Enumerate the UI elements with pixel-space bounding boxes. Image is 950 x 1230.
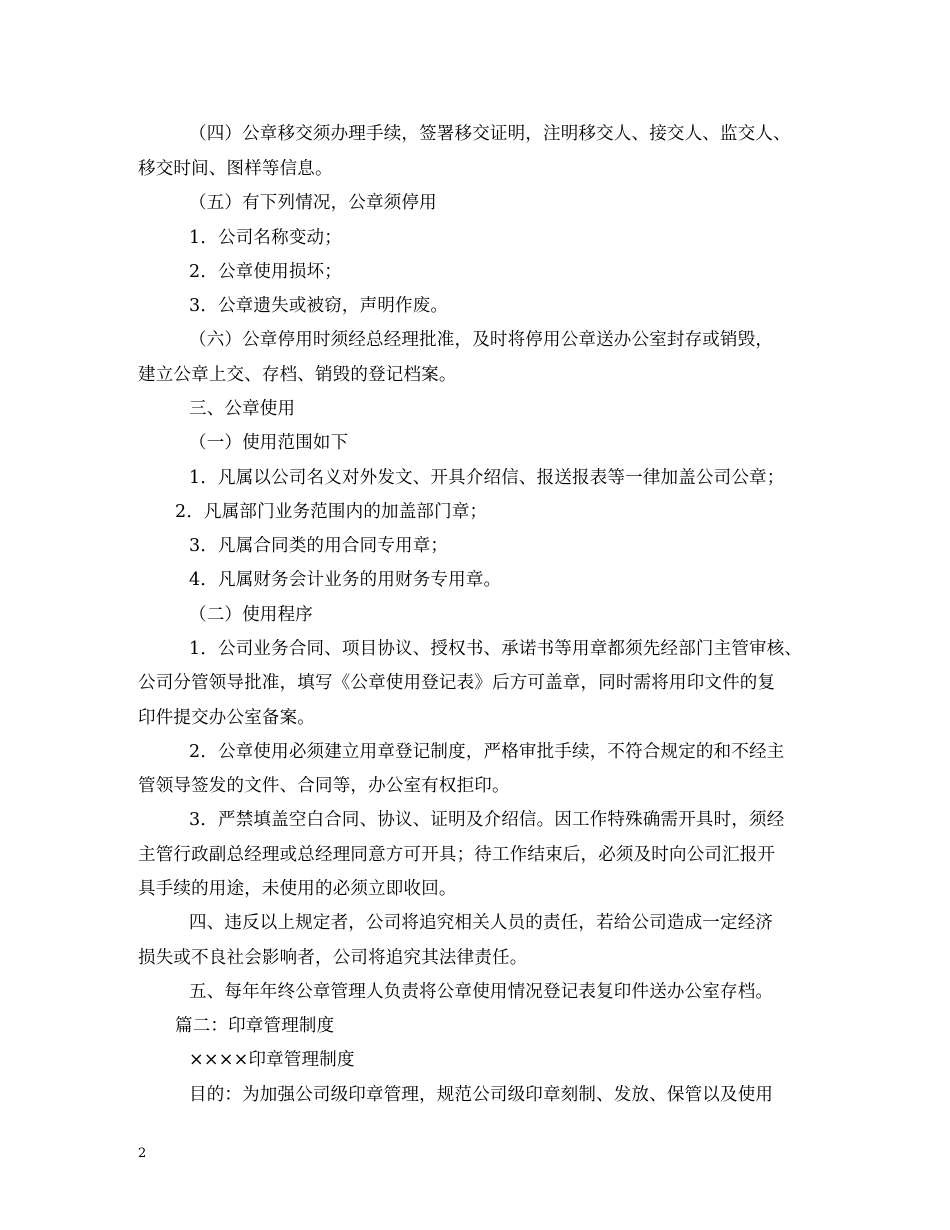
text-line: 1．公司名称变动；: [189, 228, 342, 248]
text-line: 建立公章上交、存档、销毁的登记档案。: [138, 365, 457, 385]
text-line: 1．凡属以公司名义对外发文、开具介绍信、报送报表等一律加盖公司公章；: [189, 468, 785, 488]
text-line: （一）使用范围如下: [189, 433, 349, 453]
text-line: 具手续的用途，未使用的必须立即收回。: [138, 879, 457, 899]
text-line: 2．公章使用必须建立用章登记制度，严格审批手续，不符合规定的和不经主: [189, 742, 785, 762]
text-line: （四）公章移交须办理手续，签署移交证明，注明移交人、接交人、监交人、: [189, 124, 791, 144]
text-line: 印件提交办公室备案。: [138, 708, 315, 728]
text-line: 4．凡属财务会计业务的用财务专用章。: [189, 570, 502, 590]
text-line: 移交时间、图样等信息。: [138, 159, 333, 179]
text-line: 损失或不良社会影响者，公司将追究其法律责任。: [138, 948, 528, 968]
text-line: 主管行政副总经理或总经理同意方可开具；待工作结束后，必须及时向公司汇报开: [138, 845, 776, 865]
text-line: 3．严禁填盖空白合同、协议、证明及介绍信。因工作特殊确需开具时，须经: [189, 810, 785, 830]
text-line: 1．公司业务合同、项目协议、授权书、承诺书等用章都须先经部门主管审核、: [189, 639, 803, 659]
text-line: （五）有下列情况，公章须停用: [189, 193, 437, 213]
text-line: 公司分管领导批准，填写《公章使用登记表》后方可盖章，同时需将用印文件的复: [138, 673, 776, 693]
page-number: 2: [138, 1146, 147, 1161]
section-heading: 五、每年年终公章管理人负责将公章使用情况登记表复印件送办公室存档。: [189, 982, 774, 1002]
text-line: （二）使用程序: [189, 605, 313, 625]
text-line: 目的：为加强公司级印章管理，规范公司级印章刻制、发放、保管以及使用: [189, 1085, 774, 1105]
section-heading: 三、公章使用: [189, 399, 296, 419]
text-line: 3．凡属合同类的用合同专用章；: [189, 536, 449, 556]
text-line: 3．公章遗失或被窃，声明作废。: [189, 296, 449, 316]
document-title: ××××印章管理制度: [189, 1050, 355, 1070]
text-line: 管领导签发的文件、合同等，办公室有权拒印。: [138, 776, 510, 796]
text-line: （六）公章停用时须经总经理批准，及时将停用公章送办公室封存或销毁，: [189, 330, 774, 350]
section-heading: 四、违反以上规定者，公司将追究相关人员的责任，若给公司造成一定经济: [189, 913, 774, 933]
text-line: 2．凡属部门业务范围内的加盖部门章；: [175, 502, 488, 522]
chapter-heading: 篇二：印章管理制度: [175, 1016, 335, 1036]
text-line: 2．公章使用损坏；: [189, 262, 342, 282]
